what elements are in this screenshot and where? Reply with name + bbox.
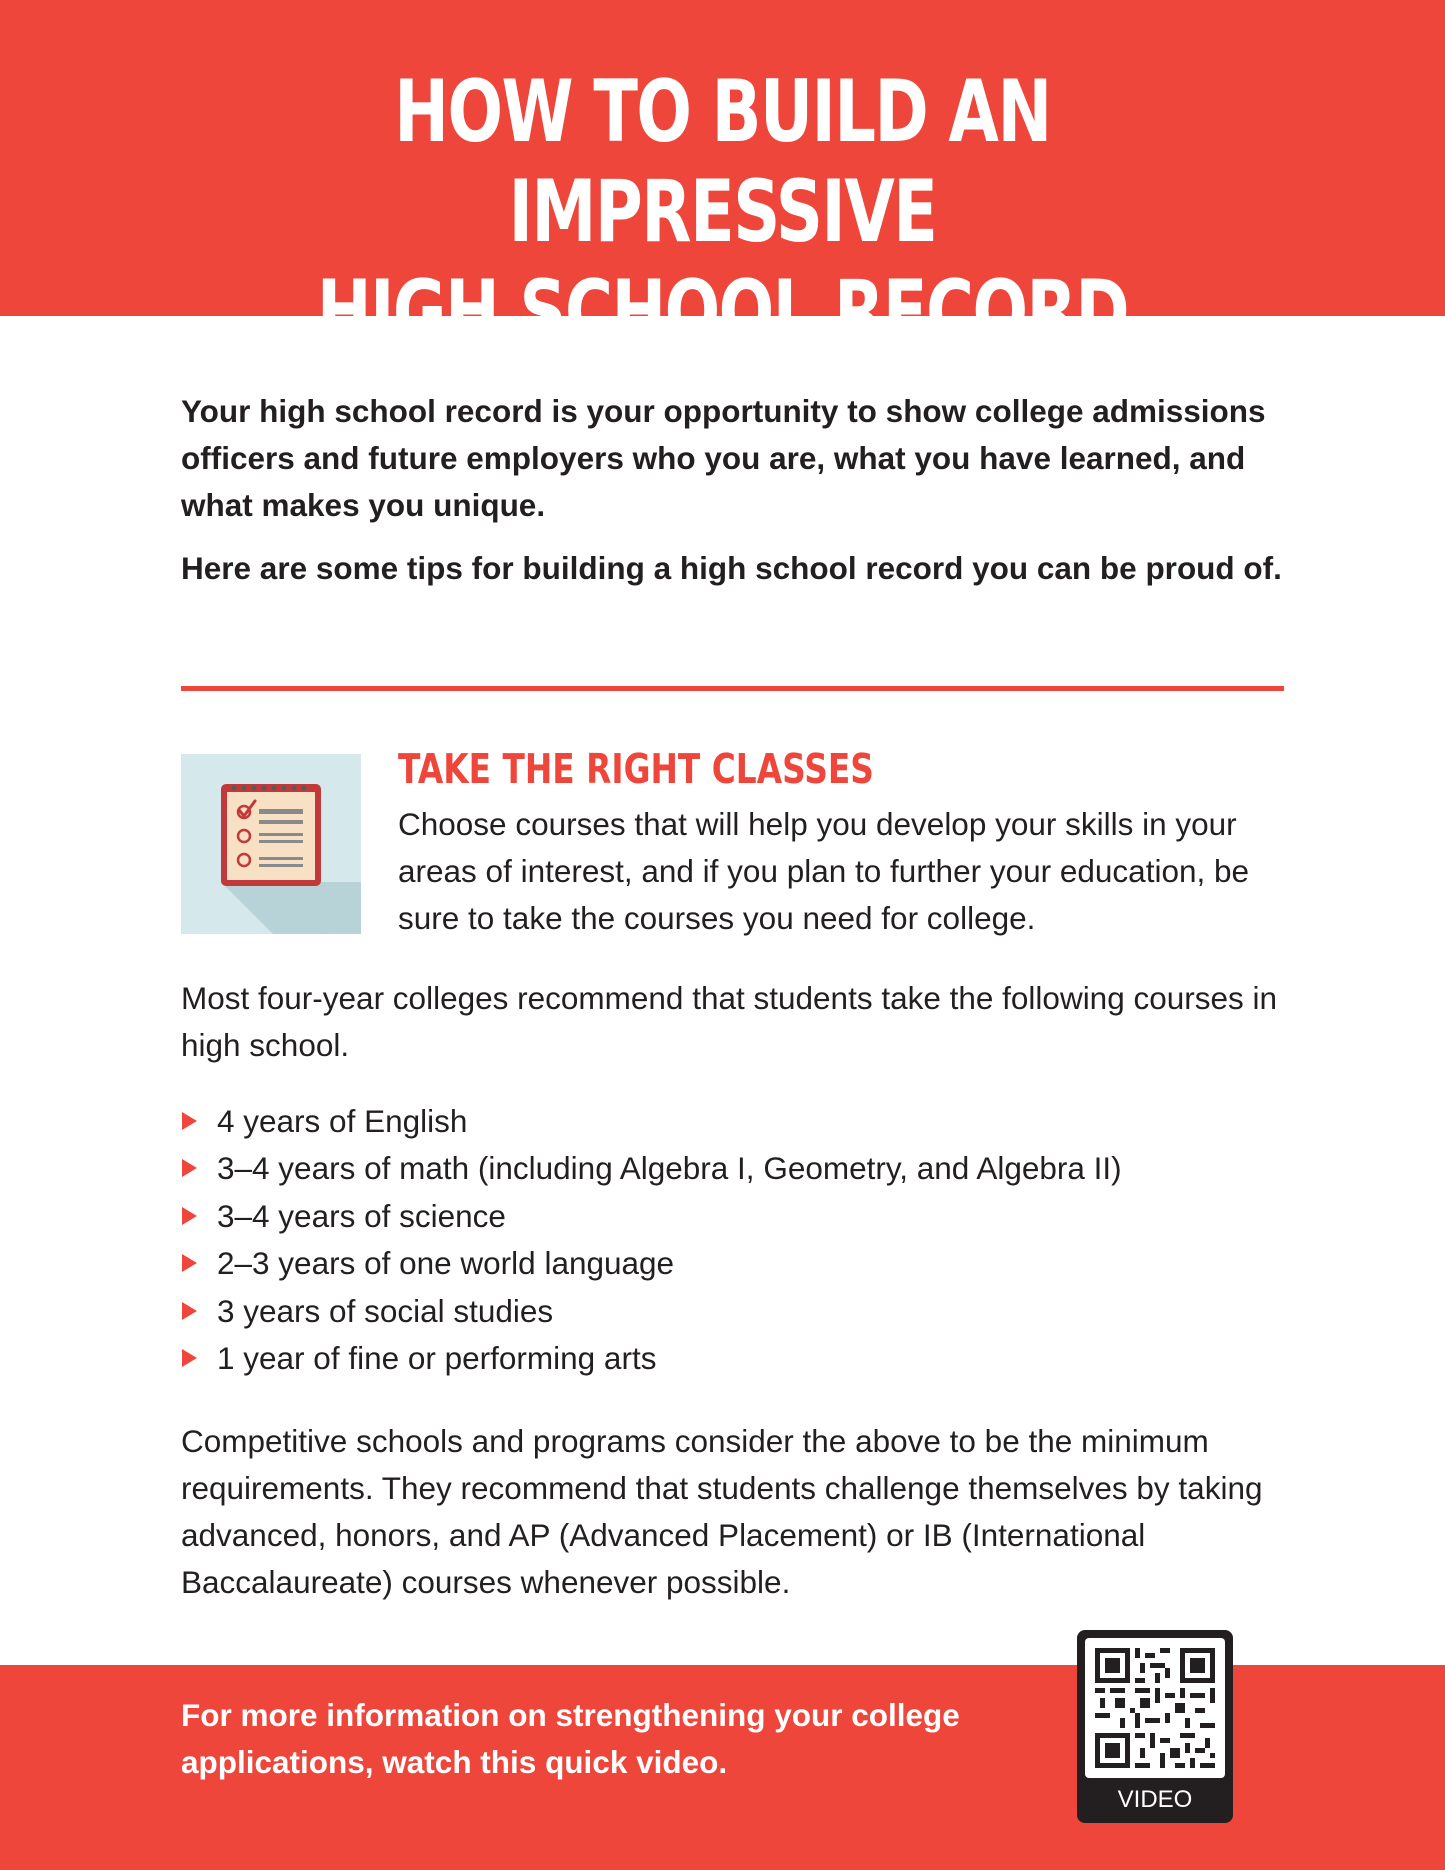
checklist-notepad-icon (181, 754, 361, 934)
triangle-bullet-icon (182, 1349, 197, 1367)
triangle-bullet-icon (182, 1254, 197, 1272)
footer-text: For more information on strengthening your college applications, watch this quick video. (181, 1697, 960, 1780)
divider (181, 686, 1284, 691)
list-item-text: 4 years of English (217, 1103, 468, 1139)
title-line-2: HIGH SCHOOL RECORD (316, 262, 1129, 362)
closing-paragraph: Competitive schools and programs consider the above to be the minimum requirements. They recommend that students challenge themselves by taking advanced, honors, and AP (Advanced Placement) or IB (International Baccalaureate) courses whenever possible. (181, 1423, 1263, 1600)
triangle-bullet-icon (182, 1207, 197, 1225)
list-item (181, 1335, 1122, 1382)
title-line-1: HOW TO BUILD AN IMPRESSIVE (394, 62, 1051, 262)
list-item-text: 1 year of fine or performing arts (217, 1340, 657, 1377)
list-item (181, 1145, 1122, 1192)
intro-paragraph-1: Your high school record is your opportunity to show college admissions officers and future employers who you are, what you have learned, and what makes you unique. (181, 393, 1266, 523)
list-item-text: 3–4 years of science (217, 1197, 506, 1234)
qr-video-link[interactable] (1077, 1630, 1233, 1823)
section-description: Choose courses that will help you develop your skills in your areas of interest, and if you plan to further your education, be sure to take the courses you need for college. (398, 806, 1250, 936)
header-banner (0, 0, 1445, 362)
list-item-text: 3–4 years of math (including Algebra I, Geometry, and Algebra II) (217, 1150, 1122, 1187)
list-item-text: 3 years of social studies (217, 1292, 554, 1329)
list-item (181, 1288, 1122, 1335)
triangle-bullet-icon (182, 1112, 197, 1130)
triangle-bullet-icon (182, 1159, 197, 1177)
section-title: TAKE THE RIGHT CLASSES (398, 745, 874, 793)
page-title (173, 62, 1271, 362)
list-item (181, 1240, 1122, 1287)
intro (181, 388, 1301, 592)
recommendation-lead: Most four-year colleges recommend that students take the following courses in high school. (181, 980, 1278, 1063)
list-item (181, 1098, 1122, 1145)
triangle-bullet-icon (182, 1302, 197, 1320)
qr-label: VIDEO (1117, 1786, 1193, 1813)
list-item (181, 1193, 1122, 1240)
intro-paragraph-2: Here are some tips for building a high school record you can be proud of. (181, 550, 1282, 586)
list-item-text: 2–3 years of one world language (217, 1245, 675, 1282)
qr-code-icon[interactable] (1085, 1638, 1225, 1778)
course-list (181, 1098, 1122, 1382)
